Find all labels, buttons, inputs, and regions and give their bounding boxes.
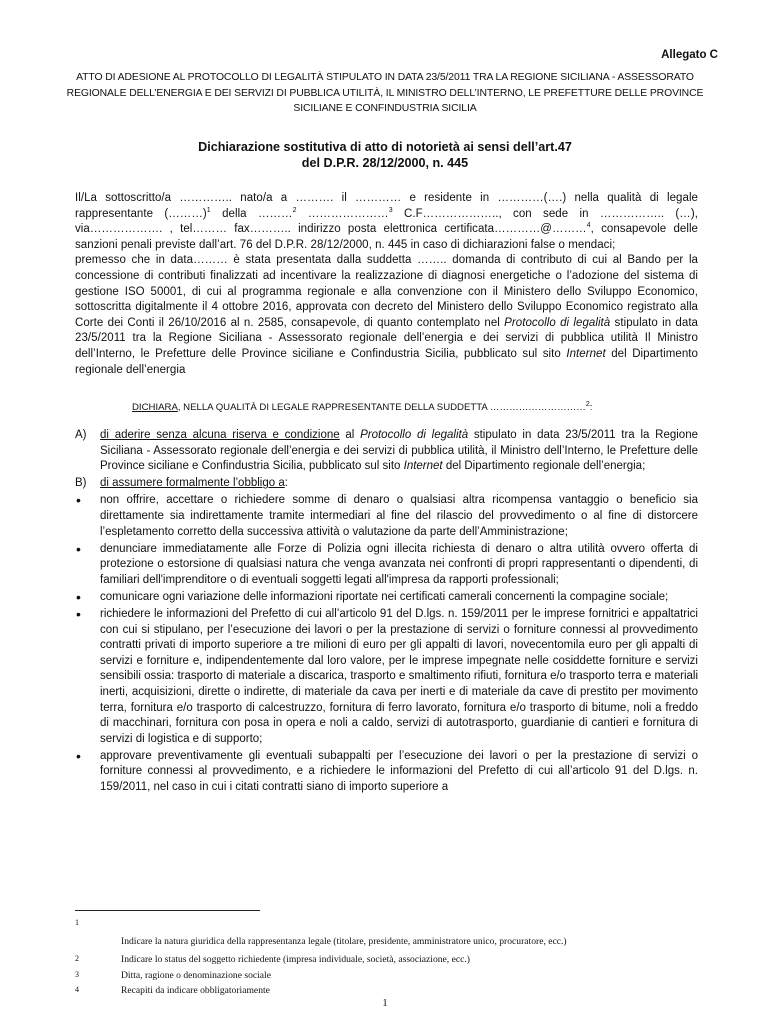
premise-text: del Dipartimento regionale dell’energia bbox=[75, 347, 698, 376]
premise-italic: Protocollo di legalità bbox=[504, 316, 611, 329]
declares-text: , NELLA QUALITÀ DI LEGALE RAPPRESENTANTE DELLA SUDDETTA ………………………… bbox=[177, 402, 586, 413]
footnote-number: 2 bbox=[75, 954, 79, 963]
footnote-ref: 2 bbox=[292, 206, 297, 214]
list-item-text: : bbox=[284, 477, 288, 490]
footnotes bbox=[75, 918, 715, 1001]
declarant-text: della ……… bbox=[210, 207, 293, 220]
bullet-icon: • bbox=[76, 492, 81, 509]
declarant-text: ………………… bbox=[296, 207, 389, 220]
list-item-italic: Protocollo di legalità bbox=[360, 429, 469, 441]
bullet-icon: • bbox=[76, 747, 81, 764]
declarant-paragraph bbox=[75, 191, 698, 253]
premise-text: stipulato in data 23/5/2011 tra la Regione Siciliana - Assessorato regionale dell’energia e dei servizi di pubblica utilità Il Ministro dell’Interno, le Prefetture delle Province siciliane e Confindustria Sicilia, pubblicato sul sito bbox=[75, 316, 699, 360]
footnote-ref: 3 bbox=[388, 206, 393, 214]
footnote bbox=[75, 954, 715, 970]
footnote-number: 3 bbox=[75, 969, 79, 979]
bullet-text: non offrire, accettare o richiedere somme di denaro o qualsiasi altra ricompensa vantaggio o beneficio sia direttamente sia indirettamente tramite intermediari al fine del rilascio del provvedimento o al fine di distorcere l’espletamento corretto della successiva attività o valutazione da parte dell’Amministrazione; bbox=[100, 494, 698, 538]
premise-italic: Internet bbox=[566, 347, 606, 360]
footnote-number: 1 bbox=[75, 918, 79, 927]
footnote-text: Indicare lo status del soggetto richiedente (impresa individuale, società, associazione, ecc.) bbox=[121, 954, 470, 965]
bullet-item bbox=[75, 542, 698, 589]
list-item-heading: di assumere formalmente l’obbligo a bbox=[100, 477, 285, 490]
list-item-text: al bbox=[339, 429, 361, 441]
list-item-text: del Dipartimento regionale dell’energia; bbox=[442, 460, 646, 473]
footnote-ref: 4 bbox=[586, 222, 591, 230]
footnote-ref: 1 bbox=[206, 206, 211, 214]
declares-line bbox=[132, 402, 592, 413]
footnote-text: Ditta, ragione o denominazione sociale bbox=[121, 969, 271, 981]
list-item-italic: Internet bbox=[403, 460, 443, 473]
list-marker: B) bbox=[75, 477, 87, 490]
declares-keyword: DICHIARA bbox=[132, 402, 178, 413]
declarant-text: , consapevole delle sanzioni penali previste dall’art. 76 del D.P.R. 28/12/2000, n. 445 in caso di dichiarazioni false o mendaci; bbox=[75, 223, 698, 251]
bullet-item bbox=[75, 590, 698, 606]
footnote-text: Indicare la natura giuridica della rappresentanza legale (titolare, presidente, amministratore unico, procuratore, ecc.) bbox=[121, 936, 567, 947]
premise-text: premesso che in data……… è stata presentata dalla suddetta …….. domanda di contributo di cui al Bando per la concessione di contributi finalizzati ad incentivare la realizzazione di diagnosi energetiche o l’adozione del sistema di gestione ISO 50001, di cui al programma regionale e alla convenzione con il Ministero dello Sviluppo Economico, sottoscritta digitalmente il 4 ottobre 2016, approvata con decreto del Ministero dello Sviluppo Economico registrato alla Corte dei Conti il 26/10/2016 al n. 2585, consapevole, di quanto contemplato nel bbox=[75, 254, 698, 329]
bullet-item bbox=[75, 607, 698, 747]
page-number: 1 bbox=[382, 997, 388, 1009]
footnote-ref: 2 bbox=[585, 400, 590, 408]
declarant-text: C.F……………….., con sede in …………….. (…), via………………. , tel……… fax……….. indirizzo posta elettronica certificata…………@……… bbox=[75, 207, 698, 236]
footnote-text: Recapiti da indicare obbligatoriamente bbox=[121, 985, 270, 996]
obligations-list bbox=[75, 428, 698, 797]
declarant-text: Il/La sottoscritto/a ………….. nato/a a ………. il ………… e residente in …………(….) nella qualità di legale rappresentante (………) bbox=[75, 192, 698, 220]
attachment-label: Allegato C bbox=[661, 49, 718, 61]
premise-paragraph bbox=[75, 253, 698, 378]
bullet-item bbox=[75, 749, 698, 796]
title-line-1: Dichiarazione sostitutiva di atto di notorietà ai sensi dell’art.47 bbox=[198, 140, 572, 154]
bullet-text: richiedere le informazioni del Prefetto di cui all’articolo 91 del D.lgs. n. 159/2011 per le imprese fornitrici e appaltatrici con cui si stipulano, per l’esecuzione dei lavori o per la prestazione di servizi o forniture connessi al provvedimento contratti privati di importo superiore a tre milioni di euro per gli appalti di lavori, novecentomila euro per gli appalti di servizi e forniture e, indipendentemente dal loro valore, per le imprese impegnate nelle cosiddette forniture e servizi sensibili ossia: trasporto di materiale a discarica, trasporto e smaltimento rifiuti, fornitura e/o trasporto terra e materiali inerti, acquisizioni, dirette o indirette, di materiale da cava per inerti e di materiale da cave di prestito per movimento terra, fornitura e/o trasporto di calcestruzzo, fornitura di ferro lavorato, fornitura e/o trasporto di bitume, noli a freddo di macchinari, fornitura con posa in opera e noli a caldo, servizi di autotrasporto, guardianie di cantieri e fornitura di servizi di logistica e di supporto; bbox=[100, 608, 698, 745]
bullet-item bbox=[75, 493, 698, 540]
footnote-number: 4 bbox=[75, 985, 79, 994]
list-item-b bbox=[75, 476, 698, 492]
bullet-icon: • bbox=[76, 540, 81, 557]
declarant-section bbox=[75, 191, 698, 378]
document-heading: ATTO DI ADESIONE AL PROTOCOLLO DI LEGALITÀ STIPULATO IN DATA 23/5/2011 TRA LA REGIONE SICILIANA - ASSESSORATO REGIONALE DELL’ENERGIA E DEI SERVIZI DI PUBBLICA UTILITÀ, IL MINISTRO DELL’INTERNO, LE PREFETTURE DELLE PROVINCE SICILIANE E CONFINDUSTRIA SICILIA bbox=[66, 72, 704, 114]
bullet-text: comunicare ogni variazione delle informazioni riportate nei certificati camerali concernenti la compagine sociale; bbox=[100, 590, 669, 603]
declares-text: : bbox=[589, 402, 593, 413]
bullet-text: denunciare immediatamente alle Forze di Polizia ogni illecita richiesta di denaro o altra utilità ovvero offerta di protezione o estorsione di qualsiasi natura che venga avanzata nei confronti di propri rappresentanti o dipendenti, di familiari dell'imprenditore o di eventuali soggetti legati all'impresa da rapporti professionali; bbox=[100, 542, 698, 586]
footnote-divider bbox=[75, 910, 260, 911]
list-item-heading: di aderire senza alcuna riserva e condizione bbox=[100, 429, 340, 441]
list-marker: A) bbox=[75, 429, 87, 441]
footnote bbox=[75, 918, 715, 954]
list-item-a bbox=[75, 428, 698, 475]
bullet-text: approvare preventivamente gli eventuali subappalti per l’esecuzione dei lavori o per la prestazione di servizi o forniture connessi al provvedimento, e a richiedere le informazioni del Prefetto di cui all’articolo 91 del D.lgs. n. 159/2011, nel caso in cui i citati contratti siano di importo superiore a bbox=[100, 749, 698, 794]
title-line-2: del D.P.R. 28/12/2000, n. 445 bbox=[301, 156, 469, 170]
footnote bbox=[75, 970, 715, 986]
bullet-icon: • bbox=[76, 606, 81, 623]
bullet-icon: • bbox=[76, 588, 81, 605]
document-title bbox=[90, 139, 680, 171]
list-item-text: stipulato in data 23/5/2011 tra la Regione Siciliana - Assessorato regionale dell’energia e dei servizi di pubblica utilità, il Ministro dell’Interno, le Prefetture delle Province siciliane e Confindustria Sicilia, pubblicato sul sito bbox=[100, 429, 698, 473]
